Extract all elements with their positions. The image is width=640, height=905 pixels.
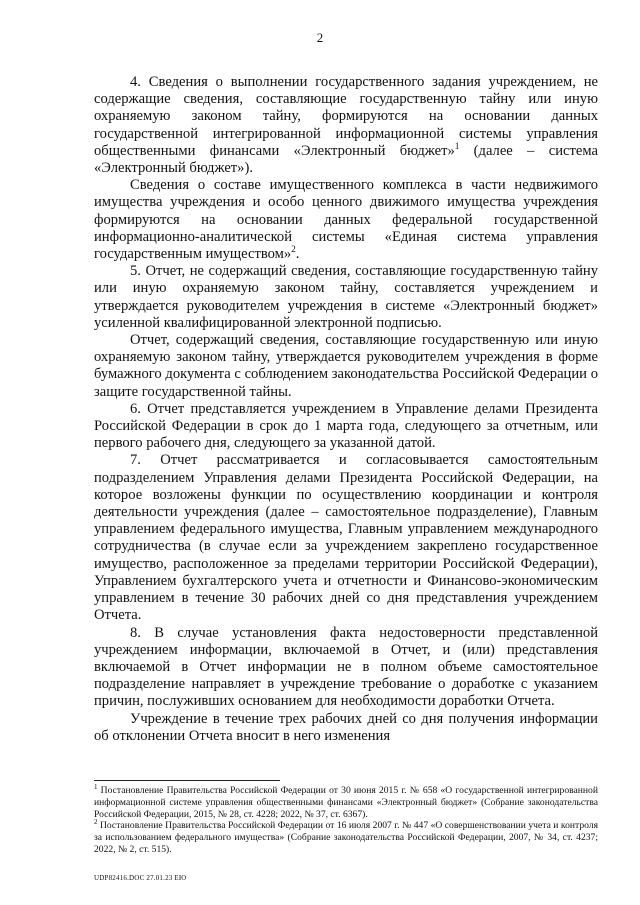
footnote-2: $^2$ Постановление Правительства Российской Федерации от 16 июля 2007 г. № 447 «О совершенствовании учета и контроля за использованием федерального имущества» (Собрание законодательства Российской Федерации, 2007, № 34, ст. 4237; 2022, № 2, ст. 515). <box>94 818 598 855</box>
paragraph-7: 7. Отчет рассматривается и согласовывается самостоятельным подразделением Управления делами Президента Российской Федерации, на которое возложены функции по осуществлению координации и контроля деятельности учреждения (далее – самостоятельное подразделение), Главным управлением федерального имущества, Главным управлением международного сотрудничества (в случае если за учреждением закреплено государственное имущество, расположенное за пределами территории Российской Федерации), Управлением бухгалтерского учета и отчетности и Финансово-экономическим управлением в течение 30 рабочих дней со дня представления учреждением Отчета. <box>94 452 598 624</box>
footnotes <box>94 782 598 856</box>
document-code: UDP82416.DOC 27.01.23 ЕЮ <box>94 874 187 882</box>
body-text <box>94 74 598 745</box>
footnote-divider <box>94 780 280 781</box>
footnote-1: $^1$ Постановление Правительства Российской Федерации от 30 июня 2015 г. № 658 «О государственной интегрированной информационной системе управления общественными финансами «Электронный бюджет» (Собрание законодательства Российской Федерации, 2015, № 28, ст. 4228; 2022, № 37, ст. 6367). <box>94 782 598 820</box>
paragraph-8: 8. В случае установления факта недостоверности представленной учреждением информации, включаемой в Отчет, и (или) представления включаемой в Отчет информации не в полном объеме самостоятельное подразделение направляет в учреждение требование о доработке с указанием причин, послуживших основанием для необходимости доработки Отчета. <box>94 624 598 710</box>
paragraph-property: Сведения о составе имущественного комплекса в части недвижимого имущества учреждения и особо ценного движимого имущества учреждения формируются на основании данных федеральной государственной информационно-аналитической системы «Единая система управления государственным имуществом»$^2$. <box>94 177 598 263</box>
footnote-ref-2: 2 <box>291 244 296 255</box>
page-number: 2 <box>316 30 324 45</box>
paragraph-4: 4. Сведения о выполнении государственного задания учреждением, не содержащие сведения, составляющие государственную тайну или иную охраняемую законом тайну, формируются на основании данных государственной интегрированной информационной системы управления общественными финансами «Электронный бюджет»$^1$ (далее – система «Электронный бюджет»). <box>94 74 598 177</box>
footnote-ref-1: 1 <box>454 140 460 151</box>
paragraph-correction: Учреждение в течение трех рабочих дней со дня получения информации об отклонении Отчета вносит в него изменения <box>94 710 598 744</box>
paragraph-secret-report: Отчет, содержащий сведения, составляющие государственную или иную охраняемую законом тайну, утверждается руководителем учреждения в форме бумажного документа с соблюдением законодательства Российской Федерации о защите государственной тайны. <box>94 332 598 400</box>
paragraph-5: 5. Отчет, не содержащий сведения, составляющие государственную тайну или иную охраняемую законом тайну, составляется учреждением и утверждается руководителем учреждения в системе «Электронный бюджет» усиленной квалифицированной электронной подписью. <box>94 263 598 331</box>
paragraph-6: 6. Отчет представляется учреждением в Управление делами Президента Российской Федерации в срок до 1 марта года, следующего за отчетным, или первого рабочего дня, следующего за указанной датой. <box>94 400 598 452</box>
